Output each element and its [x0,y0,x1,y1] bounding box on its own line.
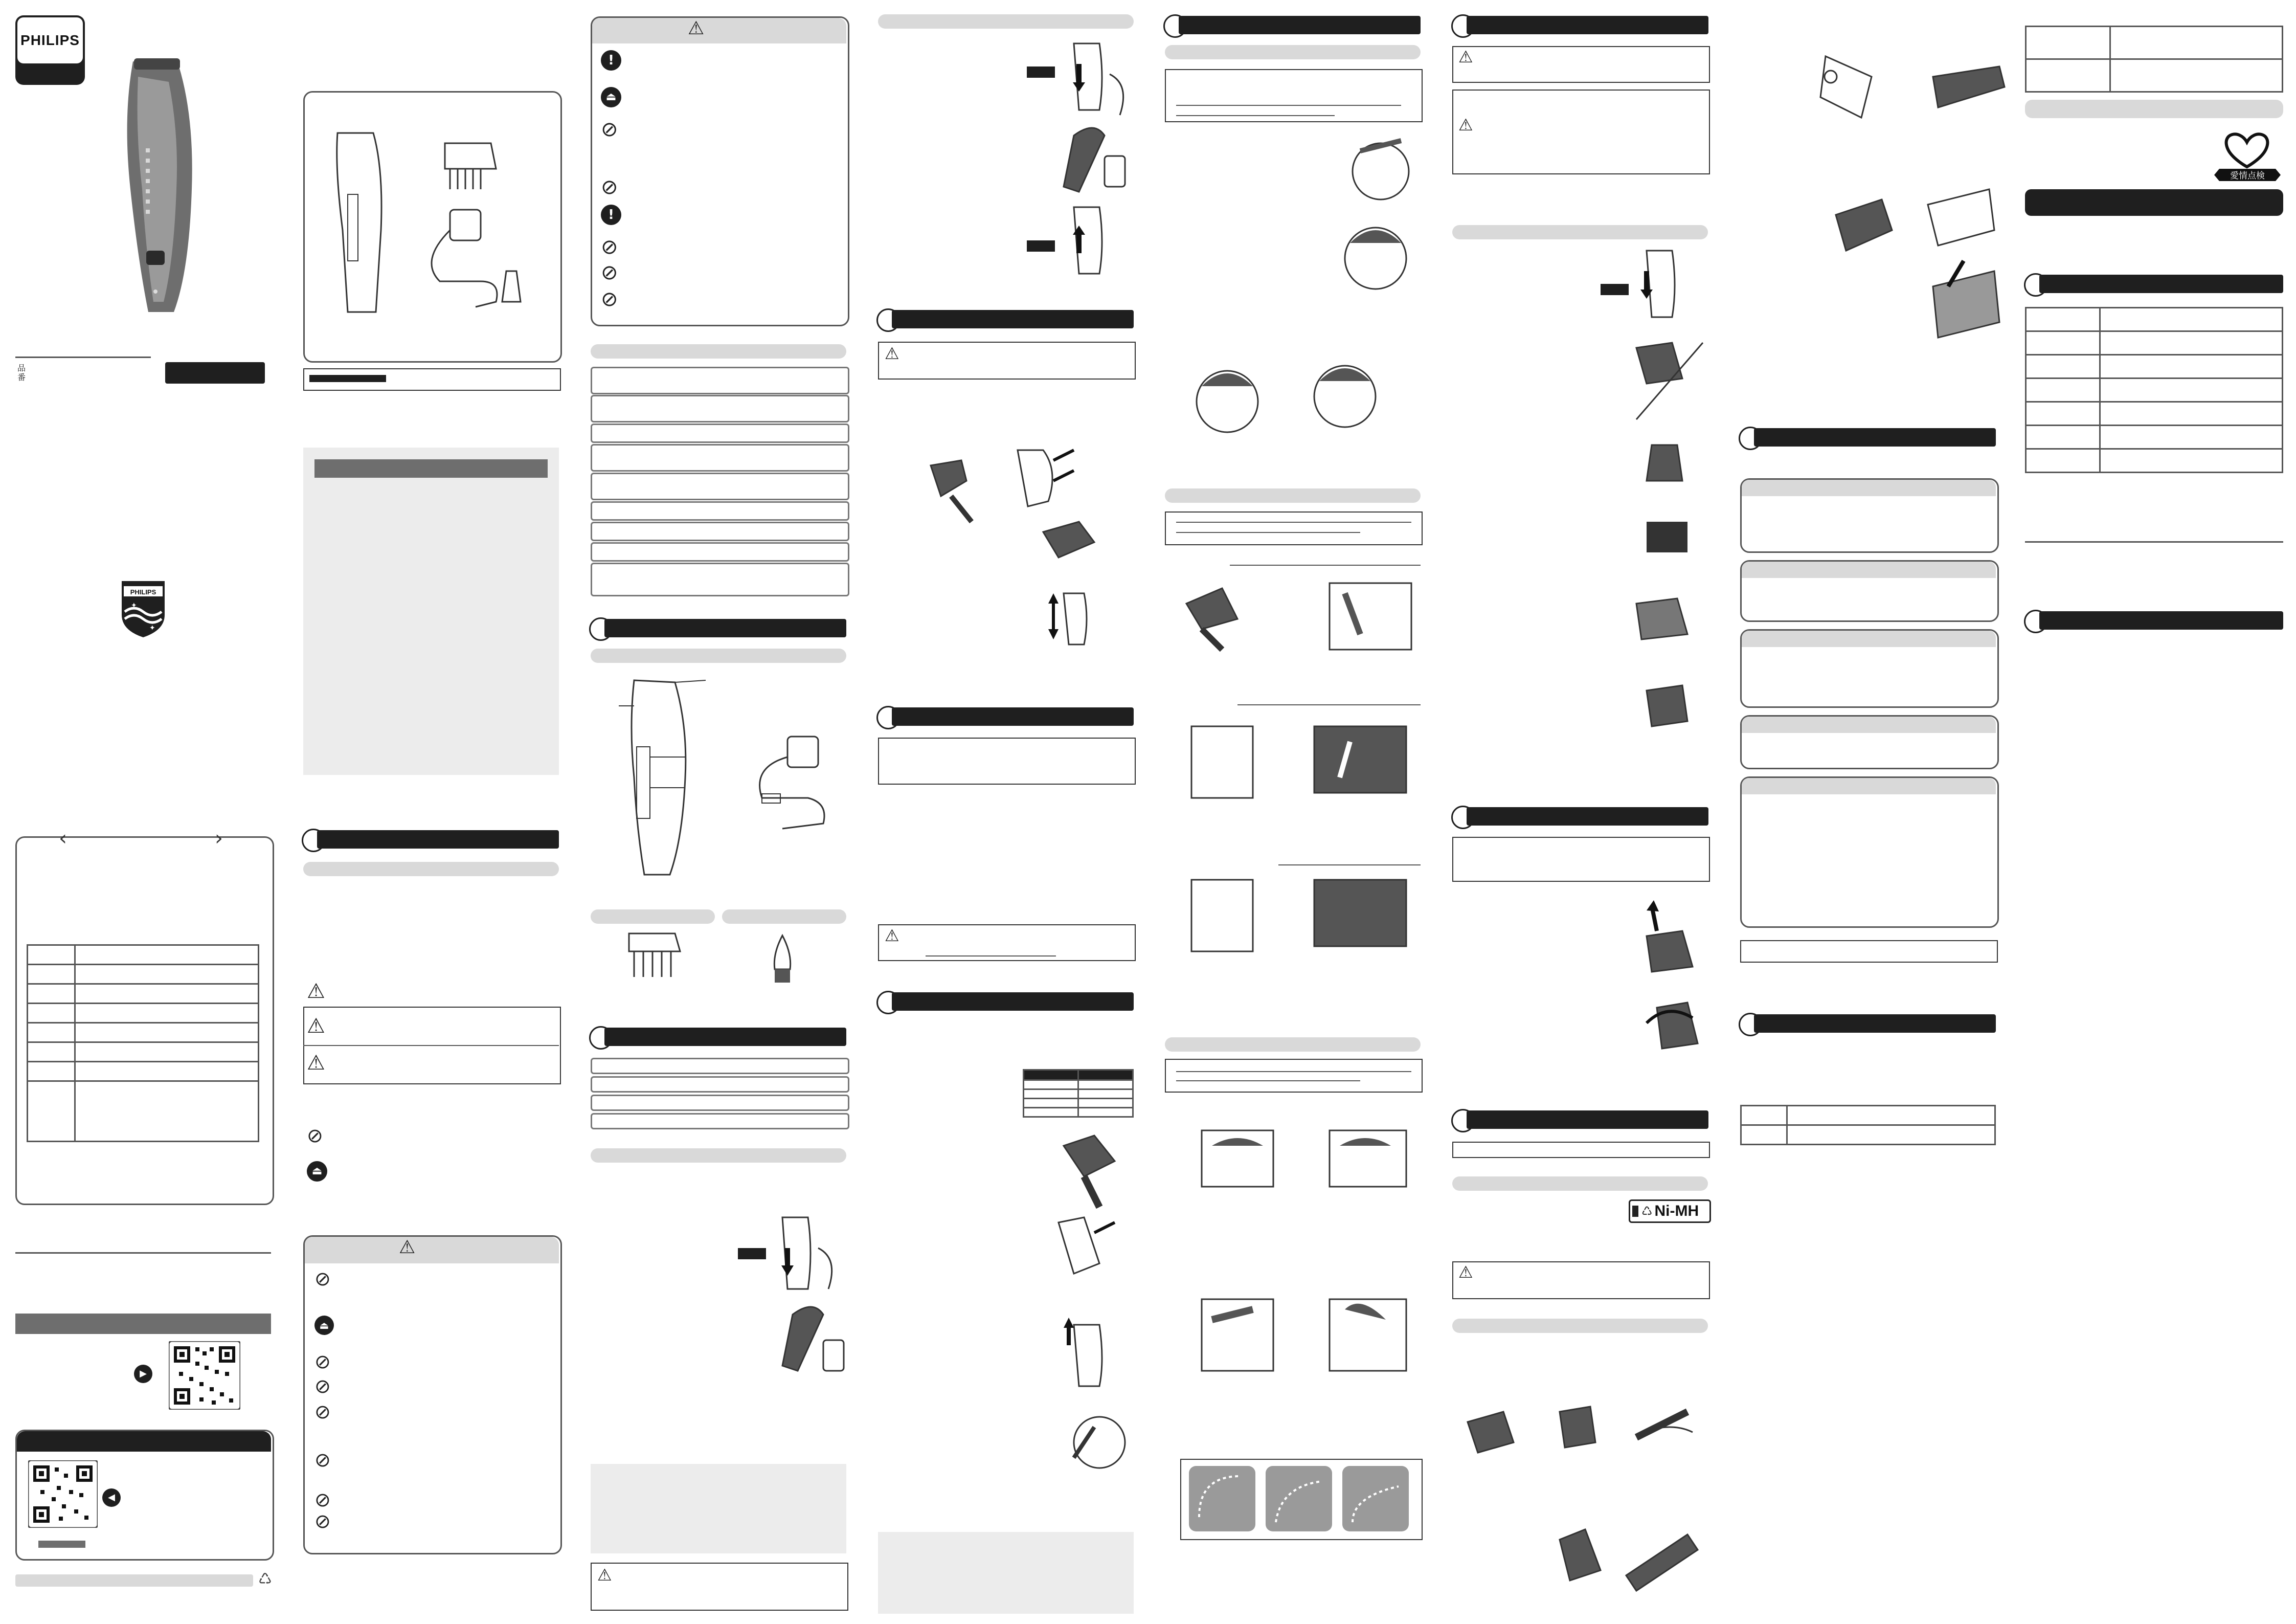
prohibited-icon: ⊘ [601,118,618,141]
column1-divider [15,1252,271,1254]
box-contents-illustration [327,128,532,322]
philips-shield-logo [119,579,168,639]
prohibited-icon: ⊘ [314,1400,331,1423]
subheading-7 [1165,488,1421,503]
subheading-8 [1165,1037,1421,1052]
subheading-11 [1452,1319,1708,1333]
list-row [591,1113,849,1129]
clipper-product-image [102,56,210,322]
footer-bar [15,1574,253,1587]
qr-code-support [169,1341,240,1410]
brush-illustration [770,933,795,985]
svg-text:PHILIPS: PHILIPS [130,588,156,596]
section-heading-11 [1754,428,1996,447]
section-heading-7 [1179,16,1421,34]
caution-header [305,1237,559,1263]
section-heading-13 [2039,275,2283,293]
warning-box-4 [1452,46,1710,83]
mandatory-icon: ! [601,205,621,225]
list-row [591,1076,849,1093]
underline-rule [1176,115,1335,116]
section-heading-6 [892,992,1134,1011]
warning-box-5 [1452,90,1710,174]
label-tag [1027,240,1055,252]
trimming-steps-illustration [1053,1130,1135,1478]
label-tag [1601,284,1629,295]
unplug-icon: ⏏ [307,1161,327,1182]
prohibited-icon: ⊘ [601,175,618,199]
note-grey-panel [878,1532,1134,1614]
philips-wordmark-plate [17,17,83,63]
info-box-2 [1165,69,1423,122]
unplug-icon: ⏏ [314,1316,334,1335]
subheading-6 [1165,45,1421,59]
warning-triangle-icon: ⚠ [1458,1262,1473,1282]
support-header-bar [15,1314,271,1334]
subheading-5 [878,14,1134,29]
info-box-1 [878,738,1136,785]
underline-rule [1176,1071,1411,1072]
list-row [591,522,849,541]
section-rule [1278,864,1421,865]
replace-blade-illustration [1636,900,1708,1084]
warning-box-6 [1452,1261,1710,1299]
label-tag [1027,66,1055,78]
notice-header-bar [314,459,548,478]
faq-header-1 [1742,480,1996,496]
qr-code-registration [28,1460,98,1528]
battery-removal-illustration [1457,1401,1708,1616]
list-row [591,563,849,596]
underline-rule [1176,532,1360,533]
note-grey-panel [591,1464,846,1553]
cover-divider [15,357,151,358]
notice-grey-panel [303,448,559,775]
comb-attach-illustration [926,440,1130,655]
list-row [591,473,849,500]
warning-triangle-icon: ⚠ [885,344,899,363]
list-row [591,1095,849,1111]
warning-triangle-icon: ⚠ [885,926,899,945]
subheading-3 [591,649,846,663]
section-heading-1 [317,830,559,849]
charging-illustration [752,1212,849,1386]
length-setting-table [1023,1069,1134,1118]
section-rule [1237,704,1421,705]
seal-text: 愛情点検 [2230,171,2265,181]
service-table [2025,26,2283,93]
svg-text:✦: ✦ [149,624,155,632]
notice-dark-bar [2025,189,2283,216]
column8-divider [2025,541,2283,543]
list-row [591,367,849,394]
prohibited-icon: ⊘ [314,1449,331,1471]
faq-header-3 [1742,631,1996,647]
list-row [591,542,849,562]
warranty-table [27,944,259,1142]
list-row [591,395,849,422]
warning-triangle-icon: ⚠ [688,18,705,39]
no-water-icon: ⊘ [314,1267,331,1290]
safety-header [592,18,846,43]
info-box-6 [1452,1142,1710,1158]
safety-panel [591,16,849,326]
subheading-10 [1452,1176,1708,1191]
specifications-table [2025,307,2283,473]
model-number-bar [165,362,265,384]
list-row [591,444,849,472]
ni-mh-battery-badge [1629,1199,1711,1223]
comb-illustration [624,931,685,982]
neckline-templates [1189,1466,1414,1531]
section-heading-14 [2039,611,2283,630]
underline-rule [1176,522,1411,523]
section-heading-2 [604,619,846,637]
underline-rule [1176,105,1401,106]
cleaning-steps-illustration [1626,246,1708,757]
underline-rule [1176,1080,1360,1081]
recycle-icon: ♺ [258,1570,272,1588]
warning-triangle-icon: ⚠ [597,1565,612,1585]
section-heading-5 [892,707,1134,726]
svg-text:✦: ✦ [131,602,137,610]
subheading-4 [591,1148,846,1163]
model-label: 品番 [17,364,26,382]
prohibited-icon: ⊘ [314,1510,331,1532]
prohibited-icon: ⊘ [314,1488,331,1511]
chevron-left-icon: ‹ [59,827,67,850]
underline-rule [926,955,1056,956]
warning-triangle-icon: ⚠ [1458,115,1473,135]
list-row [591,501,849,521]
prohibited-icon: ⊘ [314,1350,331,1373]
warning-triangle-icon: ⚠ [307,1014,325,1038]
prohibited-icon: ⊘ [601,287,618,311]
no-water-icon: ⊘ [307,1124,323,1147]
info-box-4 [1165,1059,1423,1093]
neck-trim-illustration [1181,573,1422,982]
info-box-3 [1165,511,1423,545]
warning-triangle-icon: ⚠ [307,980,325,1003]
registration-header [17,1431,271,1452]
faq-header-2 [1742,562,1996,578]
prohibited-icon: ⊘ [601,235,618,259]
faq-box-5 [1740,776,1999,928]
warning-note-box [591,1563,848,1611]
section-heading-3 [604,1028,846,1046]
warning-box-2 [878,342,1136,380]
faq-header-5 [1742,778,1996,794]
info-box-5 [1452,837,1710,882]
disassembly-illustration [1815,46,2010,353]
battery-type-label: Ni-MH [1654,1203,1699,1219]
subheading-12 [2025,100,2283,118]
section-heading-8 [1467,16,1708,34]
list-row [591,424,849,443]
subheading-comb [591,909,715,924]
section-heading-12 [1754,1014,1996,1033]
warning-box-divider [303,1045,559,1046]
section-heading-9 [1467,807,1708,826]
mandatory-icon: ! [601,50,621,71]
brand-wordmark: PHILIPS [20,32,80,48]
subheading-1 [303,862,559,876]
play-arrow-icon: ▶ [134,1365,152,1383]
unplug-icon: ⏏ [601,87,621,107]
faq-note-box [1740,940,1998,963]
section-heading-10 [1467,1110,1708,1129]
prohibited-icon: ⊘ [601,261,618,284]
long-use-check-seal [2214,118,2281,184]
list-row [591,1058,849,1074]
warning-triangle-icon: ⚠ [307,1051,325,1075]
registration-button-bar [38,1541,85,1548]
subheading-brush [722,909,846,924]
product-overview-diagram [614,675,839,880]
pointer-left-icon: ◀ [102,1488,121,1507]
section-rule [1230,565,1421,566]
subheading-2 [591,344,846,359]
spec-table-small [1740,1105,1996,1145]
contents-caption-bar [309,375,386,382]
recycle-icon: ♺ [1641,1204,1653,1218]
haircut-illustration [1176,130,1422,442]
section-heading-4 [892,310,1134,328]
warning-triangle-icon: ⚠ [1458,47,1473,66]
sideburn-illustration [1191,1125,1422,1391]
faq-header-4 [1742,717,1996,733]
prohibited-icon: ⊘ [314,1375,331,1397]
chevron-right-icon: › [215,827,223,850]
subheading-9 [1452,225,1708,239]
caution-panel [303,1235,562,1554]
switch-on-illustration [1053,38,1135,284]
battery-icon [1632,1206,1638,1217]
warning-triangle-icon: ⚠ [399,1237,416,1258]
